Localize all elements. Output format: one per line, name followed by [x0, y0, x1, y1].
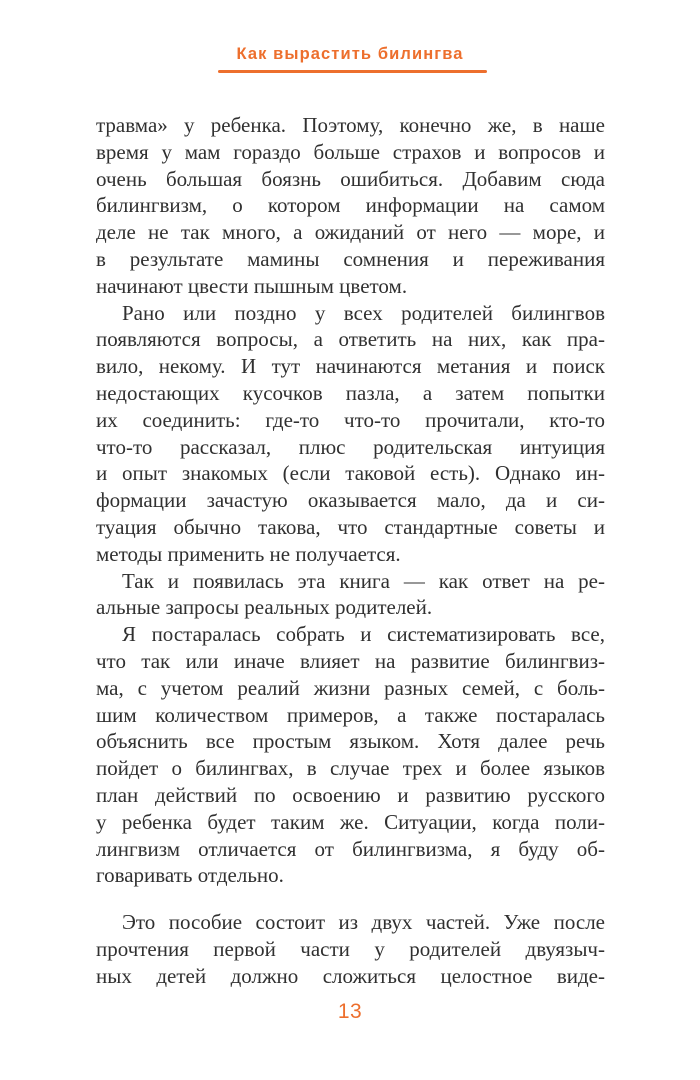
paragraph	[96, 568, 605, 622]
paragraph	[96, 621, 605, 889]
text-line: время у мам гораздо больше страхов и вопросов и	[96, 139, 605, 164]
text-line: формации зачастую оказывается мало, да и си-	[96, 488, 605, 513]
running-head-title: Как вырастить билингва	[236, 45, 464, 63]
text-line: у ребенка будет таким же. Ситуации, когда поли-	[96, 809, 605, 834]
text-line: говаривать отдельно.	[96, 863, 284, 888]
text-line: пойдет о билингвах, в случае трех и более языков	[96, 756, 605, 781]
text-line: лингвизм отличается от билингвизма, я буду об-	[96, 836, 605, 861]
text-line: ма, с учетом реалий жизни разных семей, с боль-	[96, 675, 605, 700]
paragraph	[96, 909, 605, 989]
text-line: Так и появилась эта книга — как ответ на ре-	[122, 568, 605, 593]
paragraph	[96, 300, 605, 568]
text-line: вило, некому. И тут начинаются метания и поиск	[96, 354, 605, 379]
text-line: план действий по освоению и развитию русского	[96, 782, 605, 807]
text-line: Это пособие состоит из двух частей. Уже после	[122, 910, 605, 935]
text-line: шим количеством примеров, а также постаралась	[96, 702, 605, 727]
text-line: Я постаралась собрать и систематизировать все,	[122, 622, 605, 647]
text-line: недостающих кусочков пазла, а затем попытки	[96, 380, 605, 405]
text-line: туация обычно такова, что стандартные советы и	[96, 514, 605, 539]
text-line: очень большая боязнь ошибиться. Добавим сюда	[96, 166, 605, 191]
text-line: Рано или поздно у всех родителей билингвов	[122, 300, 605, 325]
text-line: деле не так много, а ожиданий от него — море, и	[96, 220, 605, 245]
text-line: появляются вопросы, а ответить на них, как пра-	[96, 327, 605, 352]
text-line: что-то рассказал, плюс родительская интуиция	[96, 434, 605, 459]
text-line: объяснить все простым языком. Хотя далее речь	[96, 729, 605, 754]
text-line: начинают цвести пышным цветом.	[96, 273, 408, 298]
text-line: ных детей должно сложиться целостное виде-	[96, 963, 605, 988]
text-line: альные запросы реальных родителей.	[96, 595, 433, 620]
running-head	[0, 45, 700, 64]
text-line: в результате мамины сомнения и переживания	[96, 246, 605, 271]
text-line: билингвизм, о котором информации на самом	[96, 193, 605, 218]
page-number: 13	[337, 1000, 363, 1023]
text-line: травма» у ребенка. Поэтому, конечно же, в наше	[96, 113, 605, 137]
text-line: методы применить не получается.	[96, 541, 401, 566]
running-head-rule	[218, 70, 487, 73]
text-line: их соединить: где-то что-то прочитали, кто-то	[96, 407, 605, 432]
text-line: и опыт знакомых (если таковой есть). Однако ин-	[96, 461, 605, 486]
text-line: что так или иначе влияет на развитие билингвиз-	[96, 648, 605, 673]
text-line: прочтения первой части у родителей двуязыч-	[96, 936, 605, 961]
body-text	[96, 112, 605, 990]
paragraph	[96, 112, 605, 300]
